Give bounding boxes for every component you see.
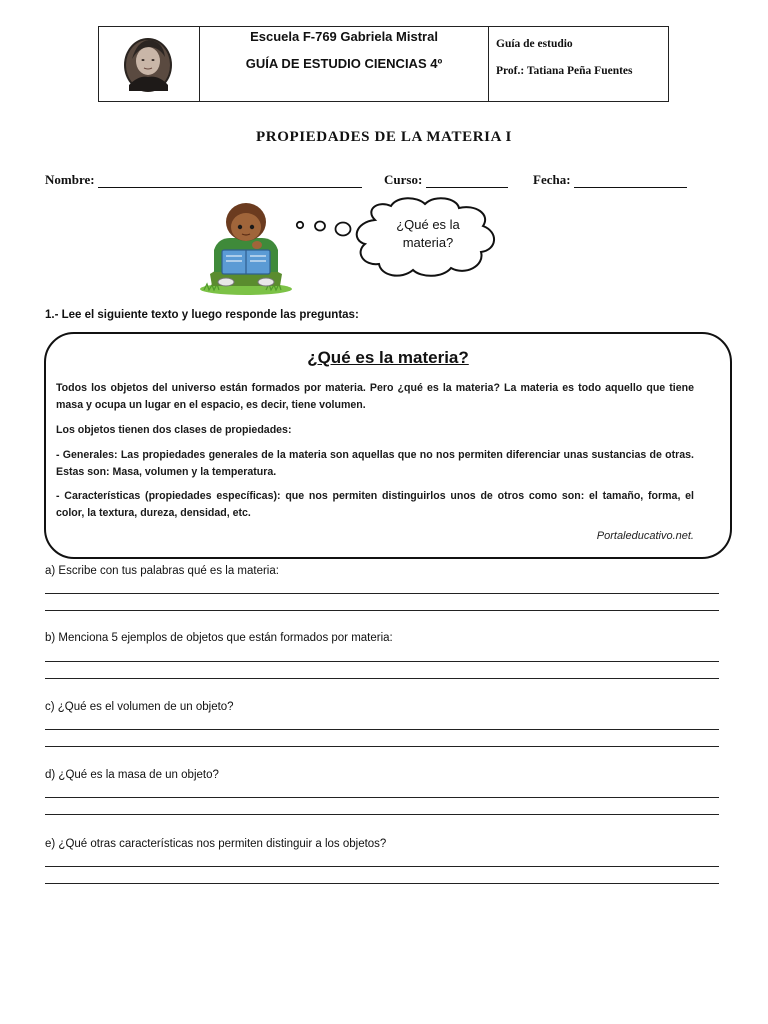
answer-line[interactable] <box>45 678 719 679</box>
caracteristicas-label: - Características (propiedades específicas): <box>56 490 281 502</box>
school-cell <box>200 27 489 101</box>
date-line[interactable] <box>574 173 687 188</box>
reading-box <box>44 332 732 559</box>
question-c: c) ¿Qué es el volumen de un objeto? <box>45 701 234 713</box>
reading-paragraph-2: Los objetos tienen dos clases de propiedades: <box>56 424 292 436</box>
answer-line[interactable] <box>45 814 719 815</box>
name-label: Nombre: <box>45 172 95 187</box>
answer-line[interactable] <box>45 883 719 884</box>
portrait-photo <box>99 27 200 103</box>
name-line[interactable] <box>98 173 362 188</box>
reading-paragraph-1: Todos los objetos del universo están formados por materia. Pero ¿qué es la materia? La materia es todo aquello que tiene masa y ocupa un lugar en el espacio, es decir, tiene volumen. <box>56 382 694 411</box>
portrait-cell <box>99 27 200 101</box>
boy-reading-illustration <box>196 200 296 296</box>
school-name: Escuela F-769 Gabriela Mistral <box>250 29 438 44</box>
instruction-text: 1.- Lee el siguiente texto y luego responde las preguntas: <box>45 309 359 321</box>
answer-line[interactable] <box>45 593 719 594</box>
date-label: Fecha: <box>533 172 571 187</box>
generales-text: Las propiedades generales de la materia son aquellas que no nos permiten diferenciar unas sustancias de otras. Estas son: Masa, volumen y la temperatura. <box>56 449 694 478</box>
teacher-name: Prof.: Tatiana Peña Fuentes <box>496 65 633 77</box>
answer-line[interactable] <box>45 661 719 662</box>
reading-paragraph-3 <box>56 447 694 480</box>
page-title: PROPIEDADES DE LA MATERIA I <box>256 129 512 145</box>
course-line[interactable] <box>426 173 508 188</box>
bubble-line-2: materia? <box>402 235 454 250</box>
question-d: d) ¿Qué es la masa de un objeto? <box>45 769 219 781</box>
answer-line[interactable] <box>45 746 719 747</box>
course-label: Curso: <box>384 172 423 187</box>
source-credit: Portaleducativo.net. <box>596 530 694 542</box>
answer-line[interactable] <box>45 729 719 730</box>
question-b: b) Menciona 5 ejemplos de objetos que están formados por materia: <box>45 632 393 644</box>
thought-bubble-text <box>365 216 491 252</box>
answer-line[interactable] <box>45 610 719 611</box>
header-table <box>98 26 669 102</box>
date-field[interactable] <box>533 172 687 188</box>
reading-title: ¿Qué es la materia? <box>307 348 469 367</box>
name-field[interactable] <box>45 172 362 188</box>
reading-paragraph-4 <box>56 488 694 521</box>
answer-line[interactable] <box>45 797 719 798</box>
course-field[interactable] <box>384 172 508 188</box>
caracteristicas-text: que nos permiten distinguirlos unos de otros como son: el tamaño, forma, el color, la textura, dureza, densidad, etc. <box>56 490 695 519</box>
question-e: e) ¿Qué otras características nos permiten distinguir a los objetos? <box>45 838 387 850</box>
question-a: a) Escribe con tus palabras qué es la materia: <box>45 565 279 577</box>
guide-type: Guía de estudio <box>496 38 573 50</box>
info-cell <box>489 27 668 101</box>
guide-title: GUÍA DE ESTUDIO CIENCIAS 4º <box>245 56 443 71</box>
generales-label: - Generales: <box>56 449 118 461</box>
bubble-line-1: ¿Qué es la <box>396 217 460 232</box>
answer-line[interactable] <box>45 866 719 867</box>
